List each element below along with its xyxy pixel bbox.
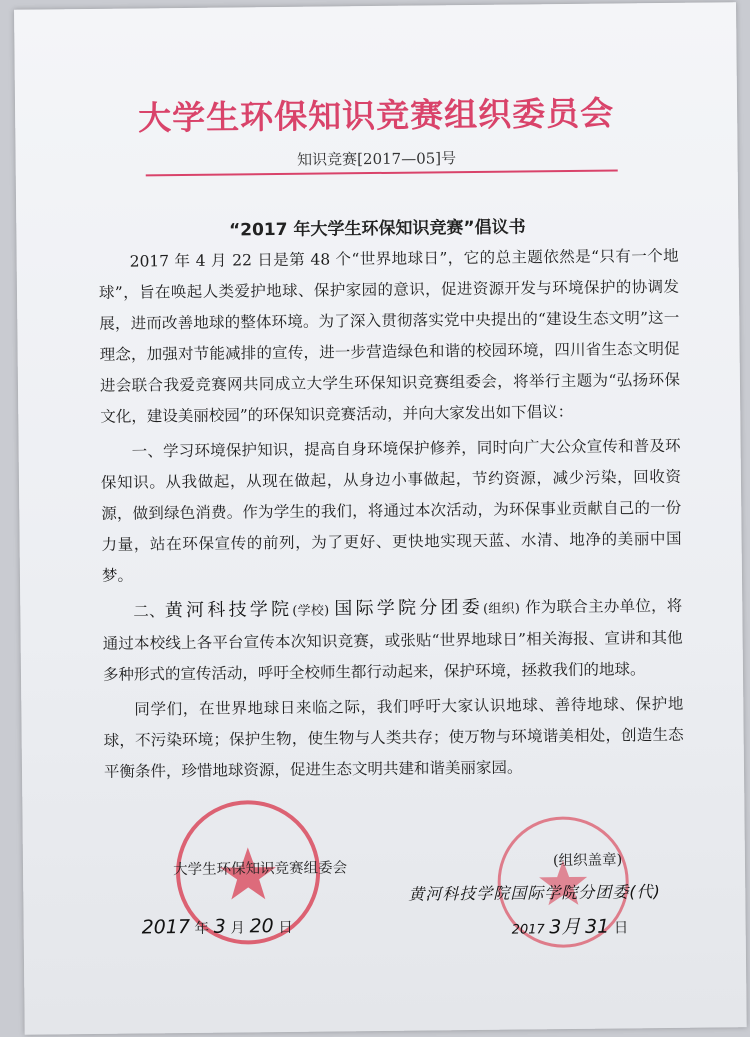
paragraph-closing: 同学们，在世界地球日来临之际，我们呼吁大家认识地球、善待地球、保护地球，不污染环境；保护生物，使生物与人类共存；使万物与环境谐美相处，创造生态平衡条件，珍惜地球资源，促进生态文明共建和谐美丽家园。 — [103, 694, 684, 781]
right-year: 2017 — [511, 922, 545, 938]
paragraph-two — [102, 590, 683, 691]
school-label: (学校) — [292, 603, 330, 619]
proposal-title: “2017 年大学生环保知识竞赛”倡议书 — [228, 217, 526, 241]
document-number: 知识竞赛[2017—05]号 — [297, 149, 457, 169]
paragraph-two-rest: 作为联合主办单位，将通过本校线上各平台宣传本次知识竞赛，或张贴“世界地球日”相关海报、宣讲和其他多种形式的宣传活动，呼吁全校师生都行动起来，保护环境，拯救我们的地球。 — [102, 596, 683, 684]
handwritten-org: 国际学院分团委 — [334, 596, 484, 620]
paragraph-two-prefix: 二、 — [133, 602, 165, 621]
org-title: 大学生环保知识竞赛组织委员会 — [137, 93, 615, 138]
right-seal-label: (组织盖章) — [552, 852, 623, 870]
left-date — [142, 915, 293, 939]
proposal-body — [99, 241, 685, 792]
left-signer-org: 大学生环保知识竞赛组委会 — [172, 860, 348, 879]
handwritten-school: 黄河科技学院 — [164, 598, 293, 622]
org-label: (组织) — [482, 601, 520, 617]
right-signer-handwriting: 黄河科技学院国际学院分团委(代) — [408, 882, 661, 904]
left-day: 20 — [249, 915, 274, 938]
left-month-unit: 月 — [230, 920, 246, 937]
document-page — [14, 2, 747, 1035]
left-year: 2017 — [141, 915, 191, 939]
paragraph-one: 一、学习环境保护知识，提高自身环境保护修养，同时向广大公众宣传和普及环保知识。从我做起，从现在做起，从身边小事做起，节约资源，减少污染，回收资源，做到绿色消费。作为学生的我们，将通过本次活动，为环保事业贡献自己的一份力量，站在环保宣传的前列，为了更好、更快地实现天蓝、水清、地净的美丽中国梦。 — [100, 436, 682, 585]
right-month: 3月 — [549, 915, 581, 939]
right-day-unit: 日 — [613, 920, 629, 937]
paragraph-intro: 2017 年 4 月 22 日是第 48 个“世界地球日”，它的总主题依然是“只有一个地球”，旨在唤起人类爱护地球、保护家园的意识，促进资源开发与环境保护的协调发展，进而改善地球的整体环境。为了深入贯彻落实党中央提出的“建设生态文明”这一理念，加强对节能减排的宣传，进一步营造绿色和谐的校园环境，四川省生态文明促进会联合我爱竞赛网共同成立大学生环保知识竞赛组委会，将举行主题为“弘扬环保文化，建设美丽校园”的环保知识竞赛活动，并向大家发出如下倡议： — [98, 246, 681, 426]
right-date — [512, 911, 629, 939]
left-month: 3 — [213, 915, 226, 938]
left-day-unit: 日 — [278, 919, 293, 937]
left-year-unit: 年 — [194, 920, 210, 937]
right-day: 31 — [584, 915, 610, 938]
